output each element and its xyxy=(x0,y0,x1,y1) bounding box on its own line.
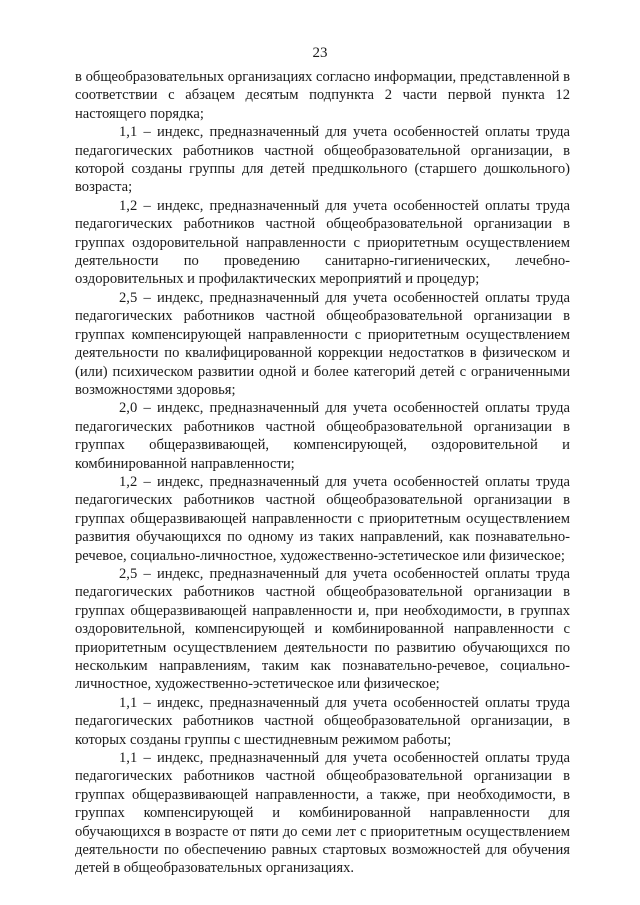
paragraph-8: 1,1 – индекс, предназначенный для учета особенностей оплаты труда педагогических работников частной общеобразовательной организации, в которых созданы группы с шестидневным режимом работы; xyxy=(75,694,570,748)
paragraph-5: 2,0 – индекс, предназначенный для учета особенностей оплаты труда педагогических работников частной общеобразовательной организации в группах общеразвивающей, компенсирующей, оздоровительной и комбинированной направленности; xyxy=(75,400,570,472)
paragraph-2: 1,1 – индекс, предназначенный для учета особенностей оплаты труда педагогических работников частной общеобразовательной организации, в которой созданы группы для детей предшкольного (старшего дошкольного) возраста; xyxy=(75,124,570,196)
paragraph-4: 2,5 – индекс, предназначенный для учета особенностей оплаты труда педагогических работников частной общеобразовательной организации в группах компенсирующей направленности с приоритетным осуществлением деятельности по квалифицированной коррекции недостатков в физическом и (или) психическом развитии одной и более категорий детей с ограниченными возможностями здоровья; xyxy=(75,289,570,398)
paragraph-3: 1,2 – индекс, предназначенный для учета особенностей оплаты труда педагогических работников частной общеобразовательной организации в группах оздоровительной направленности с приоритетным осуществлением деятельности по проведению санитарно-гигиенических, лечебно-оздоровительных и профилактических мероприятий и процедур; xyxy=(75,197,570,288)
page-number: 23 xyxy=(312,45,328,61)
document-body xyxy=(75,68,570,878)
paragraph-9: 1,1 – индекс, предназначенный для учета особенностей оплаты труда педагогических работников частной общеобразовательной организации в группах общеразвивающей направленности, а также, при необходимости, в группах компенсирующей и комбинированной направленности для обучающихся в возрасте от пяти до семи лет с приоритетным осуществлением деятельности по обеспечению равных стартовых возможностей для обучения детей в общеобразовательных организациях. xyxy=(75,750,570,877)
paragraph-1: в общеобразовательных организациях согласно информации, представленной в соответствии с абзацем десятым подпункта 2 части первой пункта 12 настоящего порядка; xyxy=(75,69,570,122)
paragraph-7: 2,5 – индекс, предназначенный для учета особенностей оплаты труда педагогических работников частной общеобразовательной организации в группах общеразвивающей направленности и, при необходимости, в группах оздоровительной, компенсирующей и комбинированной направленности с приоритетным осуществлением деятельности по развитию обучающихся по нескольким направлениям, таким как познавательно-речевое, социально-личностное, художественно-эстетическое или физическое; xyxy=(75,565,570,693)
paragraph-6: 1,2 – индекс, предназначенный для учета особенностей оплаты труда педагогических работников частной общеобразовательной организации в группах общеразвивающей направленности с приоритетным осуществлением развития обучающихся по одному из таких направлений, как познавательно-речевое, социально-личностное, художественно-эстетическое или физическое; xyxy=(75,473,570,564)
